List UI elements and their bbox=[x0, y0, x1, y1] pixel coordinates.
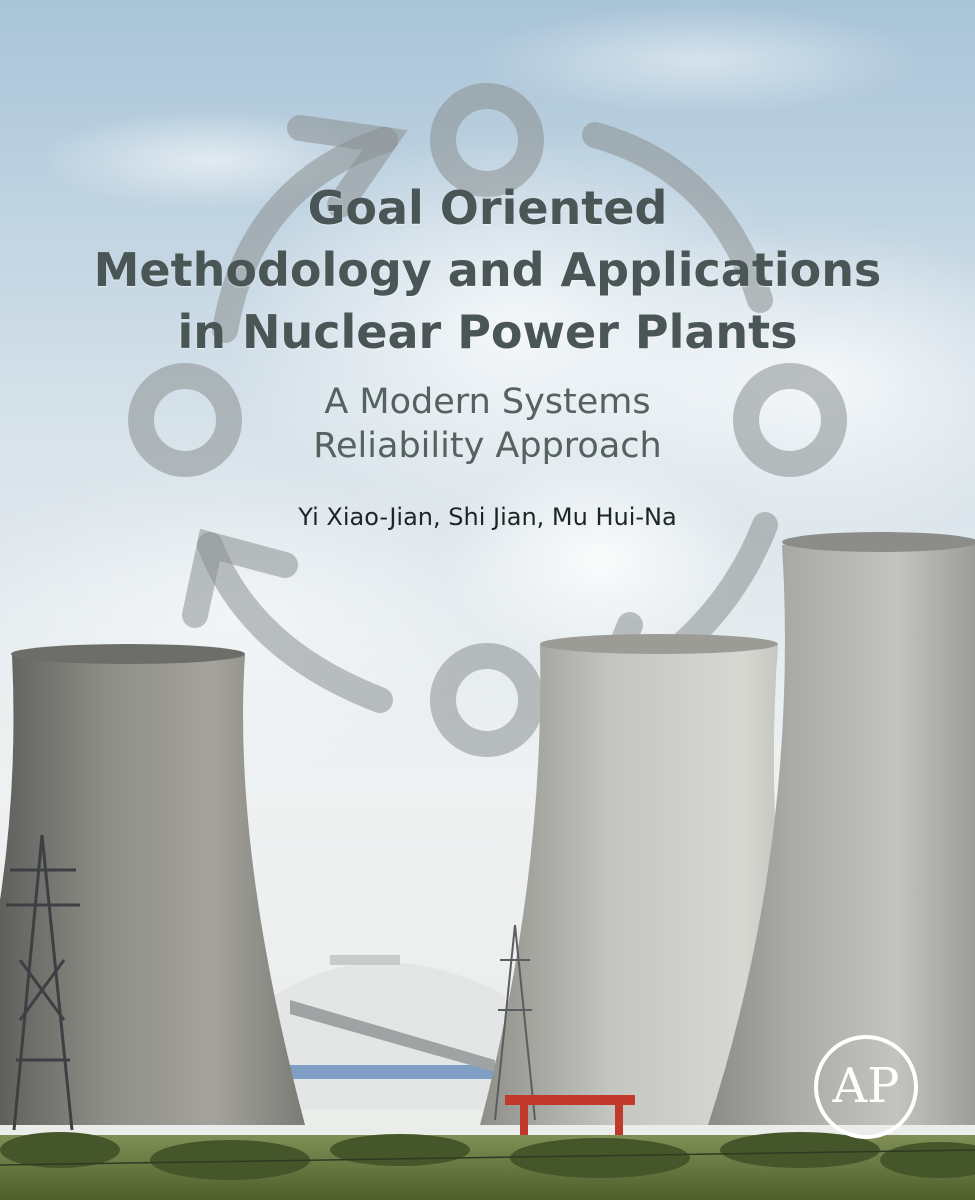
authors: Yi Xiao-Jian, Shi Jian, Mu Hui-Na bbox=[298, 503, 677, 531]
title-line-2: Methodology and Applications bbox=[93, 243, 882, 297]
subtitle-line-1: A Modern Systems bbox=[324, 382, 651, 422]
publisher-logo-text: AP bbox=[832, 1058, 900, 1114]
title-line-1: Goal Oriented bbox=[307, 181, 668, 235]
subtitle-line-2: Reliability Approach bbox=[313, 426, 662, 466]
title-line-3: in Nuclear Power Plants bbox=[177, 305, 798, 359]
